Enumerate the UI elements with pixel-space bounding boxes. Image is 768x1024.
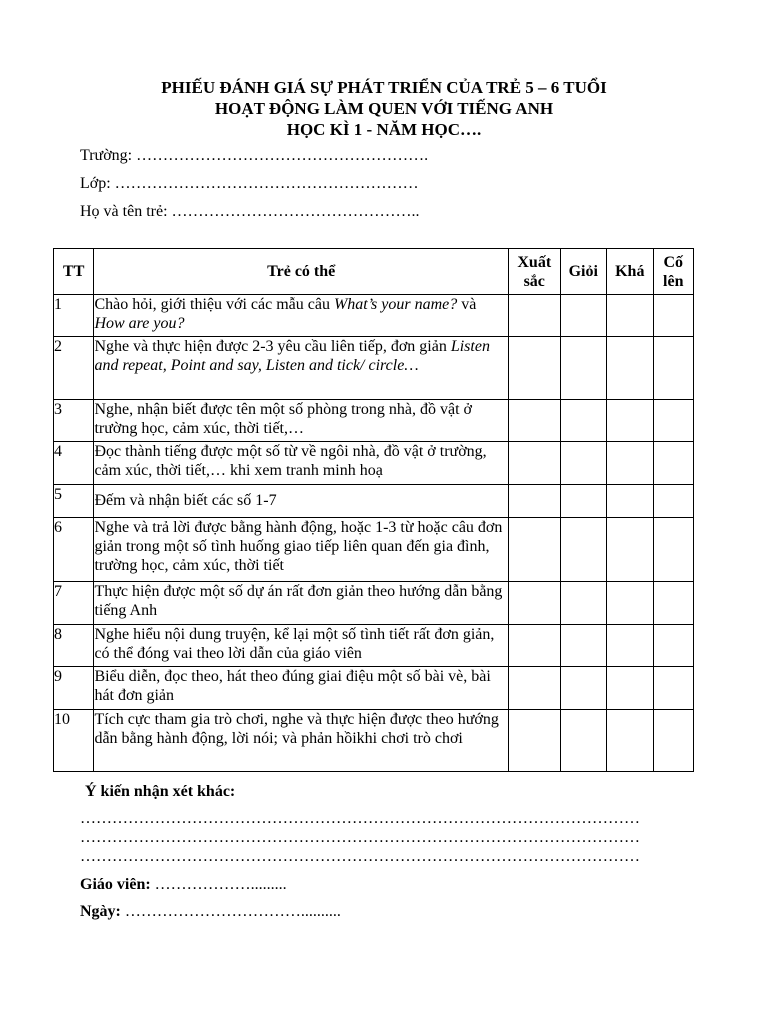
row-text: Nghe và thực hiện được 2-3 yêu cầu liên tiếp, đơn giản [94,338,451,355]
table-row [54,518,694,582]
row-description: Nghe, nhận biết được tên một số phòng trong nhà, đồ vật ở trường học, cảm xúc, thời tiết,… [94,400,509,442]
table-row [54,582,694,625]
row-description: Thực hiện được một số dự án rất đơn giản theo hướng dẫn bằng tiếng Anh [94,582,509,625]
date-dots[interactable]: …………………………….......... [124,903,341,920]
cell-fair[interactable] [607,442,654,485]
header-good: Giỏi [560,249,607,295]
row-description: Đếm và nhận biết các số 1-7 [94,485,509,518]
table-row [54,710,694,772]
cell-try-harder[interactable] [653,442,693,485]
row-text-2: và [457,296,477,313]
table-header-row [54,249,694,295]
table-row [54,442,694,485]
cell-excellent[interactable] [508,518,560,582]
header-fair: Khá [607,249,654,295]
school-field: Trường: ………………………………………………. [80,147,429,164]
row-number: 6 [54,518,94,582]
row-number: 1 [54,295,94,337]
cell-fair[interactable] [607,295,654,337]
row-number: 3 [54,400,94,442]
cell-good[interactable] [560,400,607,442]
cell-fair[interactable] [607,667,654,710]
cell-fair[interactable] [607,400,654,442]
row-text: Chào hỏi, giới thiệu với các mẫu câu [94,296,334,313]
row-description: Nghe hiểu nội dung truyện, kể lại một số tình tiết rất đơn giản, có thể đóng vai theo lời dẫn của giáo viên [94,625,509,667]
cell-try-harder[interactable] [653,667,693,710]
class-field: Lớp: ………………………………………………… [80,175,419,192]
cell-good[interactable] [560,518,607,582]
row-number: 10 [54,710,94,772]
cell-good[interactable] [560,710,607,772]
row-description: Biểu diễn, đọc theo, hát theo đúng giai điệu một số bài vè, bài hát đơn giản [94,667,509,710]
cell-try-harder[interactable] [653,295,693,337]
comment-line-3[interactable]: …………………………………………………………………………………………… [80,848,640,865]
cell-fair[interactable] [607,710,654,772]
row-number: 4 [54,442,94,485]
row-number: 9 [54,667,94,710]
cell-try-harder[interactable] [653,400,693,442]
cell-excellent[interactable] [508,442,560,485]
cell-try-harder[interactable] [653,485,693,518]
student-name-field: Họ và tên trẻ: ……………………………………….. [80,203,420,220]
cell-excellent[interactable] [508,710,560,772]
table-row [54,295,694,337]
row-number: 7 [54,582,94,625]
title-line-3: HỌC KÌ 1 - NĂM HỌC…. [286,120,482,139]
cell-good[interactable] [560,582,607,625]
teacher-label: Giáo viên: [80,876,151,893]
date-line [80,902,341,922]
cell-good[interactable] [560,667,607,710]
header-description: Trẻ có thể [94,249,509,295]
row-number: 8 [54,625,94,667]
teacher-signature-line [80,875,287,895]
cell-try-harder[interactable] [653,625,693,667]
table-row [54,337,694,400]
header-try-harder: Cố lên [653,249,693,295]
comment-line-1[interactable]: …………………………………………………………………………………………… [80,810,640,827]
cell-try-harder[interactable] [653,337,693,400]
comment-label: Ý kiến nhận xét khác: [85,783,236,800]
cell-fair[interactable] [607,518,654,582]
row-description: Tích cực tham gia trò chơi, nghe và thực hiện được theo hướng dẫn bằng hành động, lời nói; và phản hồikhi chơi trò chơi [94,710,509,772]
teacher-dots[interactable]: ………………......... [154,876,287,893]
row-description: Nghe và trả lời được bằng hành động, hoặc 1-3 từ hoặc câu đơn giản trong một số tình huống giao tiếp liên quan đến gia đình, trường học, cảm xúc, thời tiết [94,518,509,582]
cell-good[interactable] [560,442,607,485]
row-italic-text-2: How are you? [94,315,185,332]
cell-good[interactable] [560,485,607,518]
row-description: Đọc thành tiếng được một số từ về ngôi nhà, đồ vật ở trường, cảm xúc, thời tiết,… khi xem tranh minh hoạ [94,442,509,485]
cell-fair[interactable] [607,625,654,667]
row-italic-text: Listen and repeat, Point and say, Listen and tick/ circle… [94,338,490,374]
cell-excellent[interactable] [508,400,560,442]
cell-fair[interactable] [607,485,654,518]
row-description [94,337,509,400]
title-line-2: HOẠT ĐỘNG LÀM QUEN VỚI TIẾNG ANH [214,99,554,118]
cell-good[interactable] [560,337,607,400]
row-description [94,295,509,337]
table-row [54,485,694,518]
table-row [54,625,694,667]
cell-fair[interactable] [607,337,654,400]
table-row [54,400,694,442]
title-line-1: PHIẾU ĐÁNH GIÁ SỰ PHÁT TRIỂN CỦA TRẺ 5 – 6 TUỔI [161,78,607,97]
header-excellent: Xuất sắc [508,249,560,295]
cell-try-harder[interactable] [653,582,693,625]
row-italic-text: What’s your name? [333,296,458,313]
cell-excellent[interactable] [508,295,560,337]
cell-excellent[interactable] [508,485,560,518]
row-number: 5 [54,485,94,518]
cell-try-harder[interactable] [653,518,693,582]
cell-fair[interactable] [607,582,654,625]
cell-excellent[interactable] [508,582,560,625]
cell-excellent[interactable] [508,625,560,667]
evaluation-table [53,248,694,772]
cell-excellent[interactable] [508,667,560,710]
header-tt: TT [54,249,94,295]
comment-line-2[interactable]: …………………………………………………………………………………………… [80,829,640,846]
cell-good[interactable] [560,295,607,337]
cell-excellent[interactable] [508,337,560,400]
cell-good[interactable] [560,625,607,667]
date-label: Ngày: [80,903,121,920]
cell-try-harder[interactable] [653,710,693,772]
row-number: 2 [54,337,94,400]
table-row [54,667,694,710]
